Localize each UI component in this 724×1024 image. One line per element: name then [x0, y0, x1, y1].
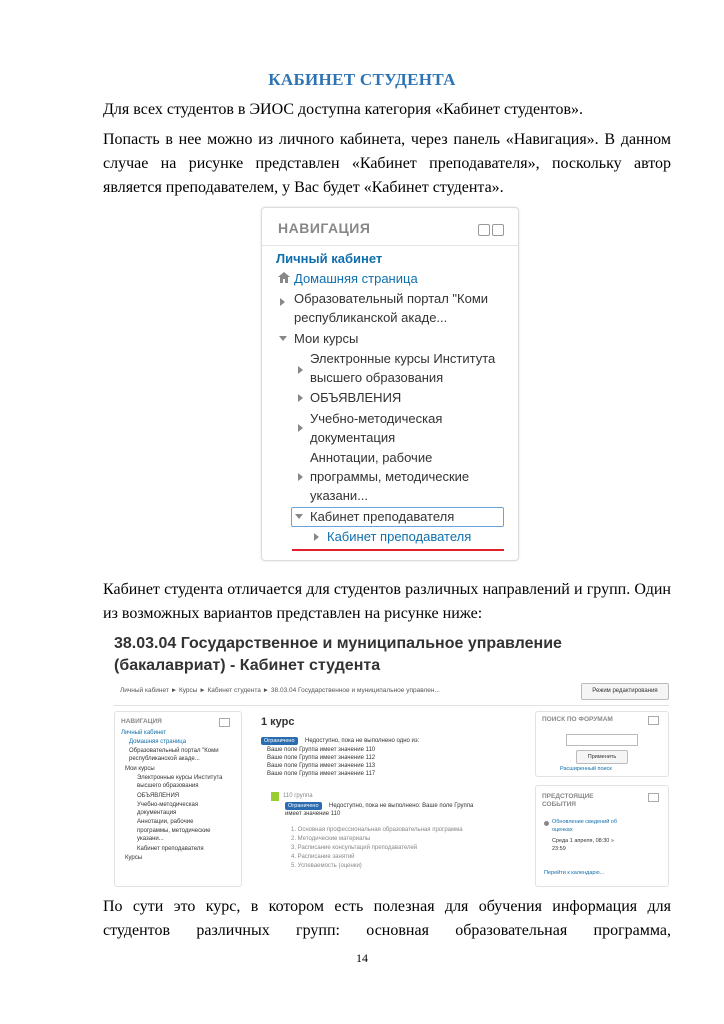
nav-ecourses-line2[interactable]: высшего образования [310, 370, 444, 385]
nav-item[interactable]: программы, методические [137, 828, 211, 834]
calendar-link[interactable]: Перейти к календарю... [544, 870, 605, 876]
nav-portal-line1[interactable]: Образовательный портал "Коми [294, 291, 489, 306]
nav-personal-link[interactable]: Личный кабинет [276, 251, 383, 266]
course-title: 38.03.04 Государственное и муниципальное управление (бакалавриат) - Кабинет студента [114, 635, 562, 674]
nav-annot-line3[interactable]: указани... [310, 488, 369, 503]
condition-item: Ваше поле Группа имеет значение 117 [267, 771, 376, 777]
nav-item[interactable]: республиканской акаде... [129, 756, 200, 762]
panel-controls-icon[interactable] [648, 716, 659, 725]
expand-arrow-icon[interactable] [314, 533, 319, 541]
panel-controls-icon[interactable] [648, 793, 659, 802]
course-list-item[interactable]: 4. Расписание занятий [291, 854, 355, 860]
condition-item: Ваше поле Группа имеет значение 112 [267, 755, 376, 761]
red-underline [292, 549, 504, 551]
nav-item[interactable]: указани... [137, 836, 164, 842]
section-heading: КАБИНЕТ СТУДЕНТА [268, 70, 456, 89]
nav-teacher-cabinet[interactable]: Кабинет преподавателя [310, 509, 455, 524]
nav-item[interactable]: документация [137, 810, 177, 816]
apply-button[interactable]: Применить [576, 750, 628, 764]
edit-mode-button[interactable]: Режим редактирования [581, 683, 669, 700]
nav-header: НАВИГАЦИЯ [278, 220, 371, 236]
nav-portal-line2[interactable]: республиканской акаде... [294, 310, 448, 325]
panel-header: СОБЫТИЯ [542, 801, 576, 808]
page-number: 14 [356, 951, 368, 965]
course-section-heading: 1 курс [261, 716, 295, 728]
event-date: 23:59 [552, 846, 566, 852]
nav-my-courses[interactable]: Мои курсы [294, 331, 359, 346]
nav-announcements[interactable]: ОБЪЯВЛЕНИЯ [310, 390, 402, 405]
collapse-arrow-icon[interactable] [279, 336, 287, 341]
paragraph-variants: Кабинет студента отличается для студентов различных направлений и групп. Один из возможных вариантов представлен на рисунке ниже: [103, 581, 671, 622]
condition-item: Ваше поле Группа имеет значение 110 [267, 747, 376, 753]
nav-divider [262, 245, 518, 246]
nav-item[interactable]: высшего образования [137, 783, 199, 789]
panel-header: ПРЕДСТОЯЩИЕ [542, 793, 594, 800]
nav-item[interactable]: Учебно-методическая [137, 802, 199, 808]
group-restriction-line2: имеет значение 110 [285, 811, 341, 817]
divider [114, 705, 669, 706]
nav-item[interactable]: Курсы [125, 855, 143, 861]
paragraph-navigation: Попасть в нее можно из личного кабинета, через панель «Навигация». В данном случае на рисунке представлен «Кабинет преподавателя», поскольку автор является преподавателем, у Вас будет «Кабинет студента». [103, 131, 671, 196]
expand-arrow-icon[interactable] [298, 394, 303, 402]
event-date: Среда 1 апреля, 08:30 » [552, 838, 614, 844]
nav-item[interactable]: Домашняя страница [129, 739, 187, 745]
event-link[interactable]: оценках [552, 827, 573, 833]
upcoming-events-panel [535, 785, 669, 887]
nav-item[interactable]: Электронные курсы Института [137, 775, 223, 781]
restricted-badge: Ограничено [285, 802, 322, 810]
course-figure [103, 633, 673, 885]
nav-method-line2[interactable]: документация [310, 430, 396, 445]
advanced-search-link[interactable]: Расширенный поиск [560, 766, 612, 772]
restricted-badge: Ограничено [261, 737, 298, 745]
course-content [249, 711, 524, 885]
restriction-text: Недоступно, пока не выполнено одно из: [305, 738, 420, 744]
nav-annot-line2[interactable]: программы, методические [310, 469, 470, 484]
nav-ecourses-line1[interactable]: Электронные курсы Института [310, 351, 496, 366]
minimize-icon[interactable] [478, 224, 490, 236]
expand-arrow-icon[interactable] [298, 424, 303, 432]
expand-arrow-icon[interactable] [280, 298, 285, 306]
paragraph-course-line1: По сути это курс, в котором есть полезная для обучения информация для [103, 898, 671, 915]
breadcrumb[interactable]: Личный кабинет ► Курсы ► Кабинет студента ► 38.03.04 Государственное и муниципальное управлен... [120, 687, 440, 694]
course-list-item[interactable]: 5. Успеваемость (оценки) [291, 863, 362, 869]
panel-header: ПОИСК ПО ФОРУМАМ [542, 716, 613, 723]
nav-item[interactable]: Личный кабинет [121, 730, 167, 736]
expand-arrow-icon[interactable] [298, 366, 303, 374]
navigation-figure [261, 207, 519, 561]
course-list-item[interactable]: 2. Методические материалы [291, 836, 371, 842]
course-list-item[interactable]: 1. Основная профессиональная образовательная программа [291, 827, 463, 833]
group-restriction-line1: Недоступно, пока не выполнено: Ваше поле Группа [329, 803, 474, 809]
nav-item[interactable]: Аннотации, рабочие [137, 819, 194, 825]
expand-arrow-icon[interactable] [298, 473, 303, 481]
course-list-item[interactable]: 3. Расписание консультаций преподавателей [291, 845, 418, 851]
panel-controls-icon[interactable] [219, 718, 230, 727]
left-navigation-panel [114, 711, 242, 887]
nav-item[interactable]: Образовательный портал "Коми [129, 748, 219, 754]
folder-icon [271, 792, 279, 801]
forum-search-panel [535, 711, 669, 777]
nav-annot-line1[interactable]: Аннотации, рабочие [310, 450, 433, 465]
paragraph-intro: Для всех студентов в ЭИОС доступна категория «Кабинет студентов». [103, 101, 583, 118]
panel-header: НАВИГАЦИЯ [121, 718, 162, 725]
home-icon [278, 272, 290, 283]
event-link[interactable]: Обновление сведений об [552, 819, 618, 825]
collapse-arrow-icon[interactable] [295, 514, 303, 519]
dock-icon[interactable] [492, 224, 504, 236]
nav-home-link[interactable]: Домашняя страница [294, 271, 418, 286]
group-label[interactable]: 110 группа [283, 793, 313, 799]
paragraph-course-line2: студентов различных групп: основная образовательная программа, [103, 922, 671, 939]
nav-item[interactable]: Мои курсы [125, 766, 155, 772]
nav-method-line1[interactable]: Учебно-методическая [310, 411, 443, 426]
nav-item[interactable]: Кабинет преподавателя [137, 846, 204, 852]
condition-item: Ваше поле Группа имеет значение 113 [267, 763, 376, 769]
nav-item[interactable]: ОБЪЯВЛЕНИЯ [137, 793, 180, 799]
forum-search-input[interactable] [566, 734, 638, 746]
event-icon [544, 821, 549, 826]
nav-teacher-cabinet-sub[interactable]: Кабинет преподавателя [327, 529, 472, 544]
